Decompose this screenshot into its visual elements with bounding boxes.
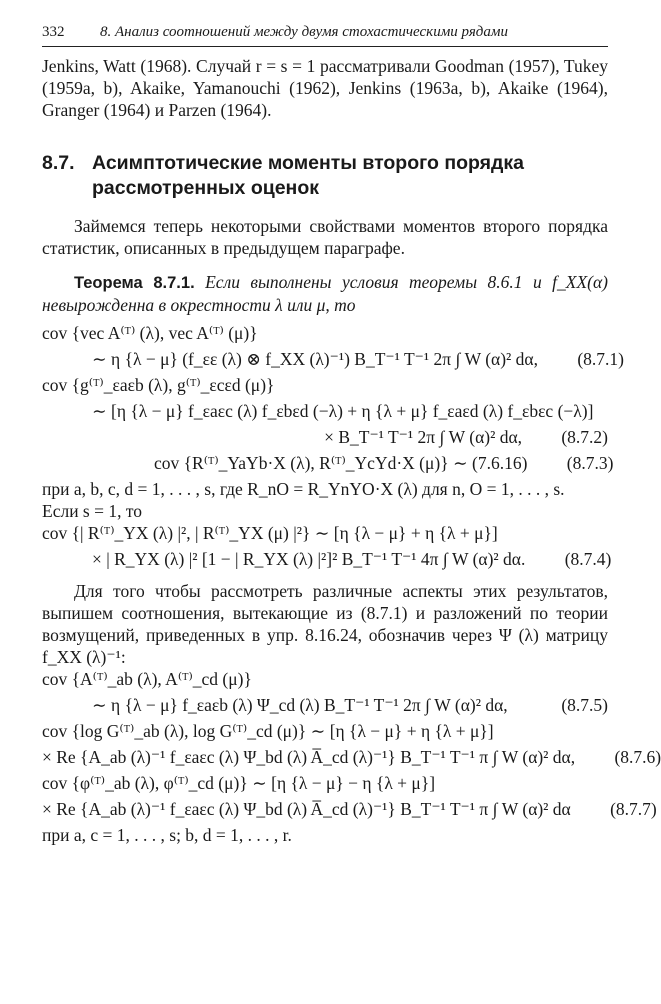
equation-body: × Re {A_ab (λ)⁻¹ f_εaεc (λ) Ψ_bd (λ) A̅_cd (λ)⁻¹} B_T⁻¹ T⁻¹ π ∫ W (α)² dα — [42, 799, 571, 819]
equation-body: × Re {A_ab (λ)⁻¹ f_εaεc (λ) Ψ_bd (λ) A̅_cd (λ)⁻¹} B_T⁻¹ T⁻¹ π ∫ W (α)² dα, — [42, 747, 576, 767]
intro-paragraph: Jenkins, Watt (1968). Случай r = s = 1 рассматривали Goodman (1957), Tukey (1959a, b), Akaike, Yamanouchi (1962), Jenkins (1963a, b), Akaike (1964), Granger (1964) и Parzen (1964). — [42, 56, 608, 120]
equation-number: (8.7.2) — [561, 427, 608, 447]
if-line: Если s = 1, то — [42, 501, 143, 521]
equation-number: (8.7.4) — [564, 549, 612, 569]
equation-row — [42, 322, 608, 348]
section-heading — [42, 151, 608, 201]
equation-number: (8.7.6) — [614, 747, 661, 767]
equation-block-2 — [42, 522, 612, 574]
equation-body: ∼ η {λ − μ} f_εaεb (λ) Ψ_cd (λ) B_T⁻¹ T⁻¹ 2π ∫ W (α)² dα, — [92, 695, 508, 715]
section-number: 8.7. — [42, 152, 75, 174]
equation-row — [42, 798, 657, 824]
running-header — [42, 24, 608, 47]
equation-row — [42, 400, 608, 426]
theorem — [42, 271, 608, 316]
equation-body: cov {vec A⁽ᵀ⁾ (λ), vec A⁽ᵀ⁾ (μ)} — [42, 323, 258, 343]
paragraph-1: Займемся теперь некоторыми свойствами моментов второго порядка статистик, описанных в предыдущем параграфе. — [42, 216, 608, 258]
equation-body: cov {R⁽ᵀ⁾_YaYb·X (λ), R⁽ᵀ⁾_YcYd·X (μ)} ∼ (7.6.16) — [154, 453, 528, 473]
equation-body: cov {φ⁽ᵀ⁾_ab (λ), φ⁽ᵀ⁾_cd (μ)} ∼ [η {λ − μ} − η {λ + μ}] — [42, 773, 436, 793]
equation-number: (8.7.1) — [577, 349, 624, 369]
equation-row — [42, 746, 661, 772]
equation-body: ∼ [η {λ − μ} f_εaεc (λ) f_εbεd (−λ) + η {λ + μ} f_εaεd (λ) f_εbεc (−λ)] — [92, 401, 594, 421]
equation-block-3 — [42, 668, 661, 824]
where-line: при a, b, c, d = 1, . . . , s, где R_nO = R_YnYO·X (λ) для n, O = 1, . . . , s. — [42, 479, 565, 499]
section-title: Асимптотические моменты второго порядка рассмотренных оценок — [92, 152, 525, 199]
equation-number: (8.7.5) — [561, 695, 608, 715]
equation-number: (8.7.3) — [566, 453, 614, 473]
book-page — [42, 24, 661, 846]
equation-row — [42, 374, 608, 400]
equation-row — [42, 348, 624, 374]
theorem-label: Теорема 8.7.1. — [74, 274, 195, 292]
equation-row — [42, 668, 608, 694]
closing-line: при a, c = 1, . . . , s; b, d = 1, . . . , r. — [42, 825, 292, 845]
equation-row — [42, 694, 608, 720]
equation-body: ∼ η {λ − μ} (f_εε (λ) ⊗ f_XX (λ)⁻¹) B_T⁻¹ T⁻¹ 2π ∫ W (α)² dα, — [92, 349, 538, 369]
equation-row — [42, 548, 612, 574]
equation-number: (8.7.7) — [610, 799, 657, 819]
paragraph-2: Для того чтобы рассмотреть различные аспекты этих результатов, выпишем соотношения, вытекающие из (8.7.1) и разложений по теории возмущений, приведенных в упр. 8.16.24, обозначив через Ψ (λ) матрицу f_XX (λ)⁻¹: — [42, 581, 608, 667]
equation-body: cov {| R⁽ᵀ⁾_YX (λ) |², | R⁽ᵀ⁾_YX (μ) |²} ∼ [η {λ − μ} + η {λ + μ}] — [42, 523, 498, 543]
equation-body: cov {A⁽ᵀ⁾_ab (λ), A⁽ᵀ⁾_cd (μ)} — [42, 669, 252, 689]
page-number: 332 — [42, 24, 65, 40]
equation-body: × | R_YX (λ) |² [1 − | R_YX (λ) |²]² B_T⁻¹ T⁻¹ 4π ∫ W (α)² dα. — [92, 549, 526, 569]
equation-row — [42, 452, 614, 478]
equation-block-1 — [42, 322, 624, 478]
equation-body: cov {g⁽ᵀ⁾_εaεb (λ), g⁽ᵀ⁾_εcεd (μ)} — [42, 375, 275, 395]
equation-row — [42, 772, 608, 798]
running-title: 8. Анализ соотношений между двумя стохастическими рядами — [100, 24, 508, 40]
equation-body: × B_T⁻¹ T⁻¹ 2π ∫ W (α)² dα, — [324, 427, 522, 447]
equation-row — [42, 522, 608, 548]
equation-row — [42, 720, 608, 746]
theorem-text: Если выполнены условия теоремы 8.6.1 и f_XX(α) невырожденна в окрестности λ или μ, то — [42, 272, 608, 315]
equation-row — [42, 426, 608, 452]
equation-body: cov {log G⁽ᵀ⁾_ab (λ), log G⁽ᵀ⁾_cd (μ)} ∼ [η {λ − μ} + η {λ + μ}] — [42, 721, 494, 741]
